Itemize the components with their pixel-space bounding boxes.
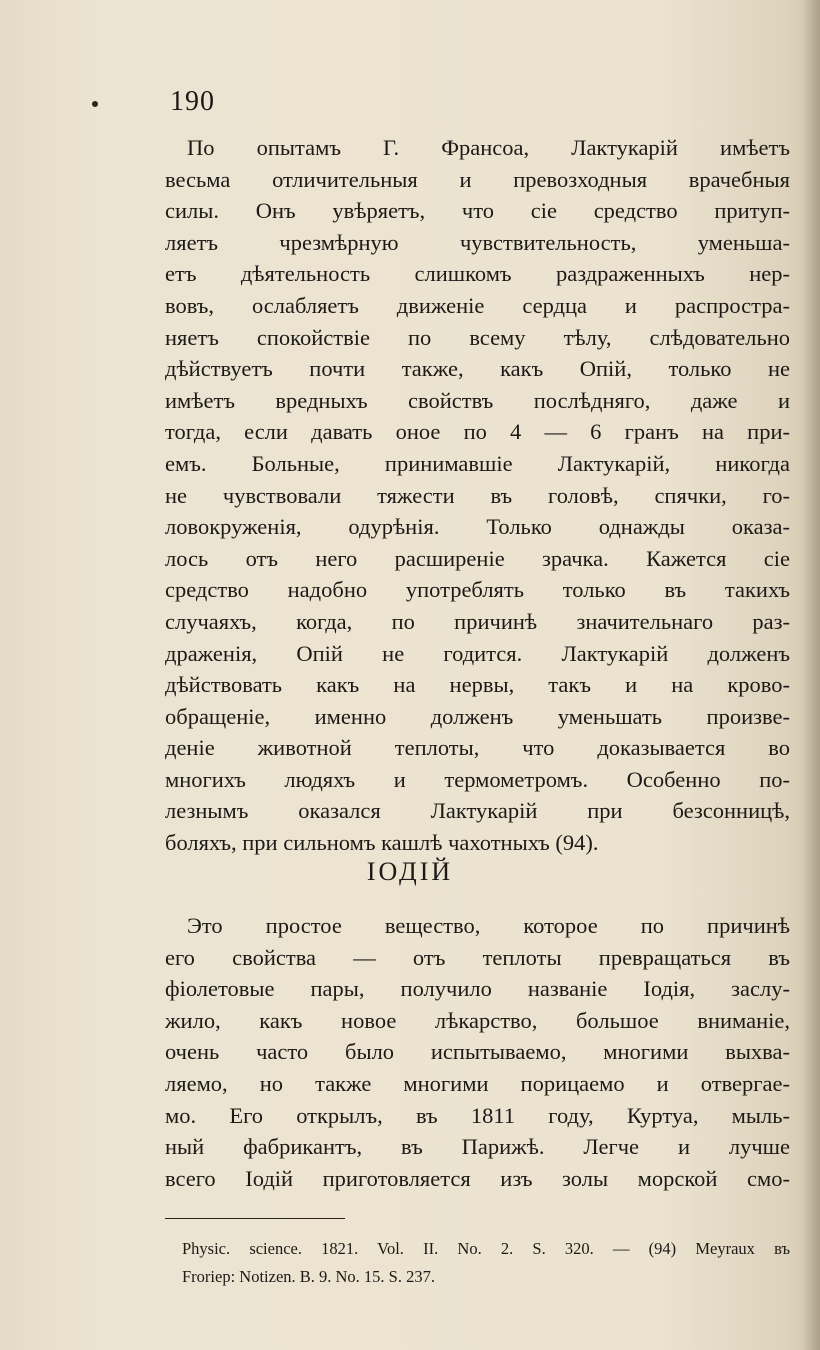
text-line: жило, какъ новое лѣкарство, большое вниманіе, (165, 1007, 790, 1033)
text-line: няетъ спокойствіе по всему тѣлу, слѣдовательно (165, 324, 790, 350)
text-line: мо. Его открылъ, въ 1811 году, Куртуа, мыль- (165, 1102, 790, 1128)
text-line: ляетъ чрезмѣрную чувствительность, уменьша- (165, 229, 790, 255)
text-line: всего Іодій приготовляется изъ золы морской смо- (165, 1165, 790, 1191)
footnotes (182, 1235, 790, 1291)
footnote-rule (165, 1218, 345, 1219)
text-line: не чувствовали тяжести въ головѣ, спячки, го- (165, 482, 790, 508)
text-line: фіолетовые пары, получило названіе Іодія, заслу- (165, 976, 790, 1002)
text-line: дѣйствовать какъ на нервы, такъ и на крово- (165, 672, 790, 698)
text-line: средство надобно употреблять только въ такихъ (165, 577, 790, 603)
text-line: емъ. Больные, принимавшіе Лактукарій, никогда (165, 450, 790, 476)
text-line: ный фабрикантъ, въ Парижѣ. Легче и лучше (165, 1134, 790, 1160)
page-edge-shadow (802, 0, 820, 1350)
text-line: Это простое вещество, которое по причинѣ (187, 913, 790, 938)
text-line: вовъ, ослабляетъ движеніе сердца и распростра- (165, 292, 790, 318)
text-line: имѣетъ вредныхъ свойствъ послѣдняго, даже и (165, 387, 790, 413)
text-line: силы. Онъ увѣряетъ, что сіе средство притуп- (165, 198, 790, 224)
text-line: многихъ людяхъ и термометромъ. Особенно по- (165, 766, 790, 792)
text-line: ловокруженія, одурѣнія. Только однажды оказа- (165, 514, 790, 540)
text-line: лезнымъ оказался Лактукарій при безсонницѣ, (165, 798, 790, 824)
text-line: етъ дѣятельность слишкомъ раздраженныхъ нер- (165, 261, 790, 287)
text-line: тогда, если давать оное по 4 — 6 гранъ на при- (165, 419, 790, 445)
paragraph-iodine (165, 910, 790, 1194)
footnote-line: Physic. science. 1821. Vol. II. No. 2. S. 320. — (94) Meyraux въ (182, 1239, 790, 1258)
text-line: весьма отличительныя и превозходныя врачебныя (165, 166, 790, 192)
ink-dot (92, 101, 98, 107)
page-number: 190 (170, 86, 215, 117)
text-line: случаяхъ, когда, по причинѣ значительнаго раз- (165, 608, 790, 634)
text-line: деніе животной теплоты, что доказывается во (165, 735, 790, 761)
text-line: очень часто было испытываемо, многими выхва- (165, 1039, 790, 1065)
paragraph-lactucarium (165, 132, 790, 859)
text-line: боляхъ, при сильномъ кашлѣ чахотныхъ (94). (165, 830, 599, 856)
text-line: дѣйствуетъ почти также, какъ Опій, только не (165, 356, 790, 382)
text-line: драженія, Опій не годится. Лактукарій долженъ (165, 640, 790, 666)
footnote-line: Froriep: Notizen. B. 9. No. 15. S. 237. (182, 1267, 435, 1286)
text-line: По опытамъ Г. Франсоа, Лактукарій имѣетъ (187, 135, 790, 160)
text-line: лось отъ него расширеніе зрачка. Кажется сіе (165, 545, 790, 571)
text-line: обращеніе, именно долженъ уменьшать произве- (165, 703, 790, 729)
text-line: его свойства — отъ теплоты превращаться въ (165, 944, 790, 970)
text-line: ляемо, но также многими порицаемо и отвергае- (165, 1070, 790, 1096)
section-heading: ІОДІЙ (366, 857, 454, 886)
